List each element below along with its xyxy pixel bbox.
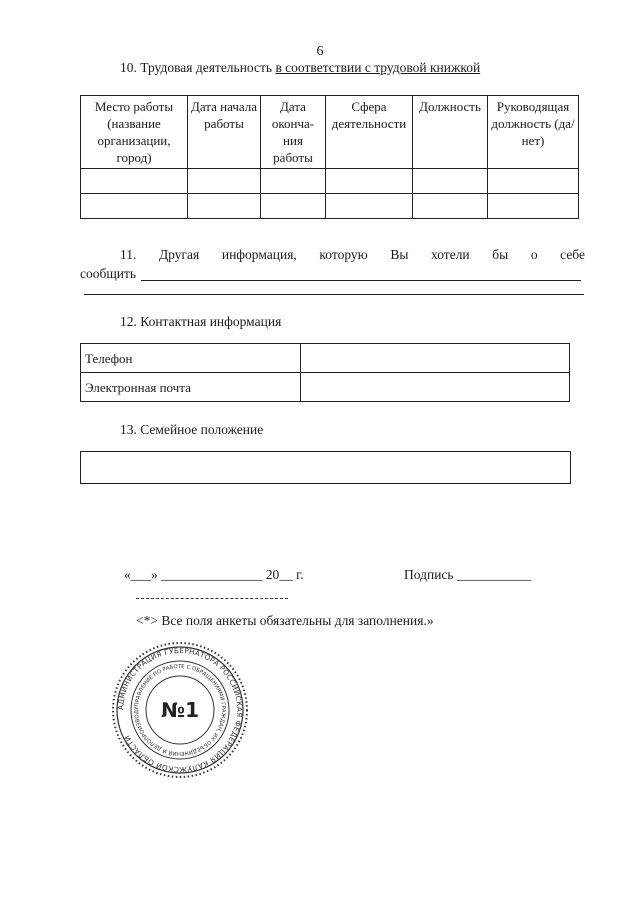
- section-12-title: 12. Контактная информация: [120, 314, 282, 329]
- section-11-line2: сообщить: [80, 266, 137, 281]
- col-header-field: Сфера деятельности: [326, 96, 413, 169]
- s11-word: бы: [492, 247, 509, 262]
- email-field[interactable]: [301, 373, 570, 402]
- marital-status-field[interactable]: [80, 451, 571, 484]
- col-header-start-date: Дата начала работы: [188, 96, 261, 169]
- table-cell[interactable]: [81, 169, 188, 194]
- signature-field[interactable]: Подпись ___________: [404, 567, 532, 582]
- s11-word: информация,: [221, 247, 297, 262]
- answer-line-1[interactable]: [141, 280, 581, 281]
- table-cell[interactable]: [326, 169, 413, 194]
- table-cell[interactable]: [261, 194, 326, 219]
- official-seal-icon: [110, 640, 250, 780]
- work-history-table: [80, 95, 579, 219]
- answer-line-2[interactable]: [84, 294, 584, 295]
- section-10-title-underlined: в соответствии с трудовой книжкой: [275, 60, 481, 75]
- s11-word: Другая: [158, 247, 200, 262]
- contact-table: [80, 343, 570, 402]
- date-field[interactable]: «___» _______________ 20__ г.: [124, 567, 304, 582]
- section-10-title-prefix: 10. Трудовая деятельность: [120, 60, 276, 75]
- section-11-line1: [120, 247, 585, 263]
- seal-inner-text: УПРАВЛЕНИЕ ПО РАБОТЕ С ОБРАЩЕНИЯМИ ГРАЖДАН, ИХ ОБЪЕДИНЕНИЙ И ДЕЛОПРОИЗВОД: [133, 663, 227, 757]
- work-table-header: [81, 96, 579, 169]
- seal-number: №1: [161, 698, 199, 722]
- table-cell[interactable]: [81, 194, 188, 219]
- phone-field[interactable]: [301, 344, 570, 373]
- table-cell[interactable]: [413, 169, 488, 194]
- section-10-title: [120, 60, 480, 76]
- section-13-title: 13. Семейное положение: [120, 422, 264, 437]
- s11-word: о: [530, 247, 538, 262]
- phone-label: Телефон: [81, 344, 301, 373]
- table-cell[interactable]: [261, 169, 326, 194]
- s11-word: себе: [560, 247, 585, 262]
- s11-word: хотели: [431, 247, 470, 262]
- seal-outer-text: АДМИНИСТРАЦИЯ ГУБЕРНАТОРА РОССИЙСКАЯ ФЕДЕРАЦИЯ КАЛУЖСКОЙ ОБЛАСТИ: [115, 645, 245, 775]
- s11-word: которую: [319, 247, 368, 262]
- table-cell[interactable]: [488, 169, 579, 194]
- s11-word: Вы: [390, 247, 409, 262]
- col-header-managerial: Руководящая должность (да/нет): [488, 96, 579, 169]
- table-cell[interactable]: [326, 194, 413, 219]
- table-cell[interactable]: [188, 194, 261, 219]
- table-row: [81, 373, 570, 402]
- s11-word: 11.: [120, 247, 137, 262]
- footnote: <*> Все поля анкеты обязательны для заполнения.»: [136, 613, 434, 628]
- page-number: 6: [316, 44, 324, 59]
- col-header-workplace: Место работы (название организации, город): [81, 96, 188, 169]
- email-label: Электронная почта: [81, 373, 301, 402]
- table-cell[interactable]: [488, 194, 579, 219]
- table-cell[interactable]: [413, 194, 488, 219]
- col-header-end-date: Дата оконча-ния работы: [261, 96, 326, 169]
- table-row: [81, 344, 570, 373]
- table-row: [81, 169, 579, 194]
- col-header-position: Должность: [413, 96, 488, 169]
- footnote-divider: [136, 598, 288, 599]
- table-row: [81, 194, 579, 219]
- table-cell[interactable]: [188, 169, 261, 194]
